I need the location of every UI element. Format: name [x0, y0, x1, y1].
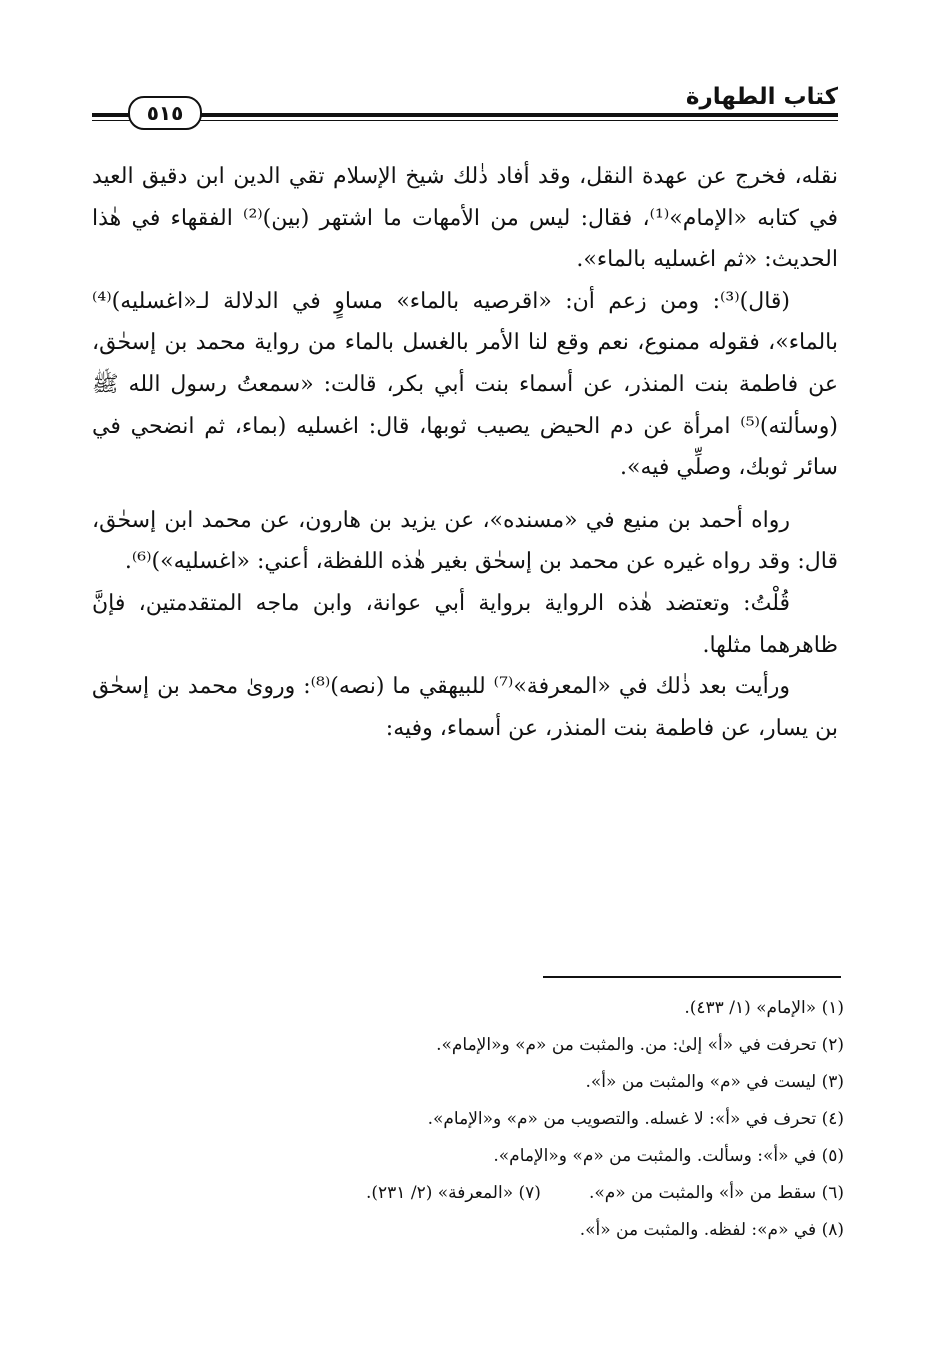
footnote: (١) «الإمام» (١/ ٤٣٣).: [684, 998, 844, 1018]
paragraph: قُلْتُ: وتعتضد هٰذه الرواية برواية أبي عوانة، وابن ماجه المتقدمتين، فإنَّ ظاهرهما مثلها.: [92, 590, 838, 658]
footnote: (٥) في «أ»: وسألت. والمثبت من «م» و«الإمام».: [493, 1146, 844, 1166]
paragraph: ورأيت بعد ذٰلك في «المعرفة»⁽⁷⁾ للبيهقي ما (نصه)⁽⁸⁾: وروىٰ محمد بن إسحٰق بن يسار، عن فاطمة بنت المنذر، عن أسماء، وفيه:: [92, 674, 838, 741]
header-rule-thick: [92, 113, 838, 117]
book-title: كتاب الطهارة: [685, 84, 838, 110]
paragraph: رواه أحمد بن منيع في «مسنده»، عن يزيد بن هارون، عن محمد ابن إسحٰق، قال: وقد رواه غيره عن محمد بن إسحٰق بغير هٰذه اللفظة، أعني: «اغسليه»)⁽⁶⁾.: [92, 507, 838, 575]
paragraph: (قال)⁽³⁾: ومن زعم أن: «اقرصيه بالماء» مساوٍ في الدلالة لـ«اغسليه)⁽⁴⁾ بالماء»، فقوله ممنوع، نعم وقع لنا الأمر بالغسل بالماء من رواية محمد بن إسحٰق، عن فاطمة بنت المنذر، عن أسماء بنت أبي بكر، قالت: «سمعتُ رسول الله ﷺ (وسألته)⁽⁵⁾ امرأة عن دم الحيض يصيب ثوبها، قال: اغسليه (بماء، ثم انضحي في سائر ثوبك، وصلِّي فيه».: [92, 288, 838, 481]
footnote: (٣) ليست في «م» والمثبت من «أ».: [585, 1072, 844, 1092]
footnote: (٨) في «م»: لفظه. والمثبت من «أ».: [579, 1220, 844, 1240]
footnote-separator: [543, 976, 841, 978]
header-rule-thin: [92, 120, 838, 121]
main-text: [92, 156, 838, 749]
page-header: [92, 84, 838, 128]
paragraph: نقله، فخرج عن عهدة النقل، وقد أفاد ذٰلك شيخ الإسلام تقي الدين ابن دقيق العيد في كتابه «الإمام»⁽¹⁾، فقال: ليس من الأمهات ما اشتهر (بين)⁽²⁾ الفقهاء في هٰذا الحديث: «ثم اغسليه بالماء».: [92, 164, 838, 273]
page-number: ٥١٥: [128, 96, 202, 130]
footnote: (٧) «المعرفة» (٢/ ٢٣١).: [365, 1183, 541, 1203]
footnote: (٤) تحرف في «أ»: لا غسله. والتصويب من «م» و«الإمام».: [427, 1109, 844, 1129]
footnote: (٦) سقط من «أ» والمثبت من «م».: [588, 1183, 844, 1203]
footnote-row: [92, 1175, 844, 1212]
footnotes: [92, 990, 844, 1249]
footnote: (٢) تحرفت في «أ» إلىٰ: من. والمثبت من «م» و«الإمام».: [436, 1035, 844, 1055]
